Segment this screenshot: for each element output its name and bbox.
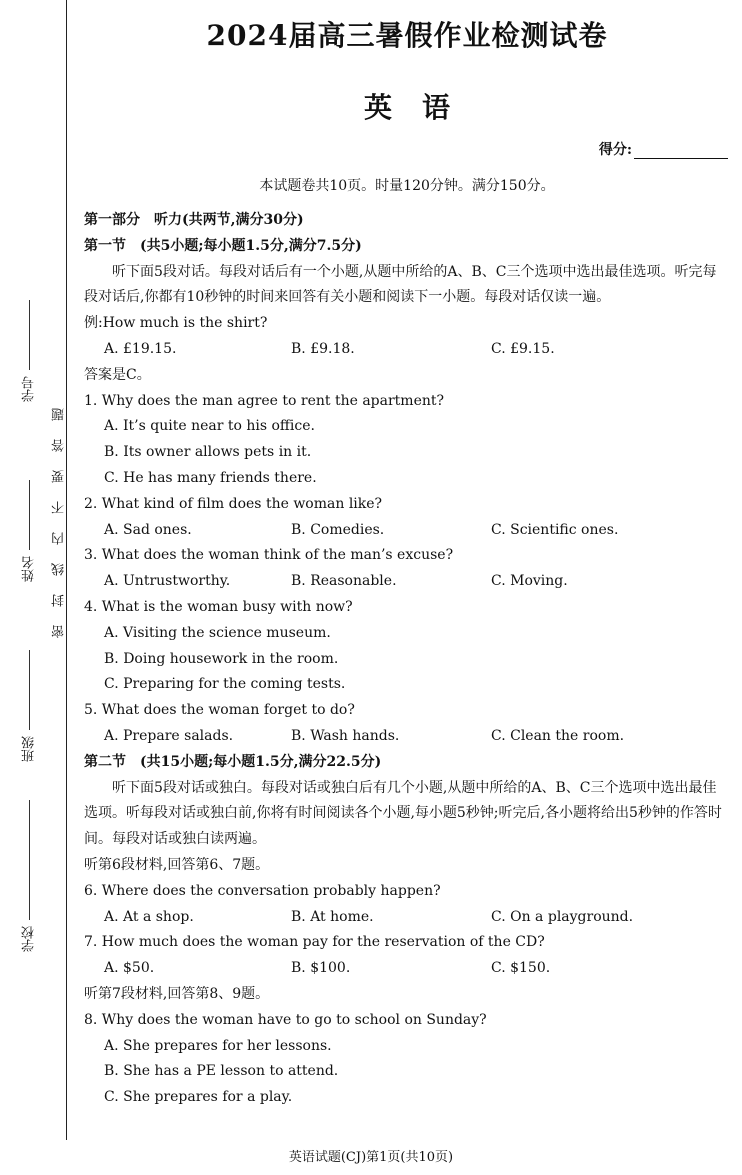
field-name: 姓名: [20, 480, 39, 582]
page-footer: 英语试题(CJ)第1页(共10页): [288, 1150, 454, 1165]
question-5: 5. What does the woman forget to do?: [84, 702, 355, 719]
section2-instructions: 听下面5段对话或独白。每段对话或独白后有几个小题,从题中所给的A、B、C三个选项中选出最佳选项。听每段对话或独白前,你将有时间阅读各个小题,每小题5秒钟;听完后,各小题将给出5秒钟的作答时间。每段对话或独白读两遍。: [84, 779, 722, 848]
field-student-id: 学号: [20, 300, 39, 402]
exam-title: 2024届高三暑假作业检测试卷: [206, 19, 608, 52]
question-2: 2. What kind of film does the woman like?: [84, 495, 383, 512]
binding-margin: [0, 0, 70, 1175]
q1-option-c: C. He has many friends there.: [104, 469, 317, 486]
q4-option-c: C. Preparing for the coming tests.: [104, 676, 346, 693]
q1-option-a: A. It’s quite near to his office.: [104, 418, 315, 435]
section1-heading: 第一节 (共5小题;每小题1.5分,满分7.5分): [84, 237, 362, 254]
question-7: 7. How much does the woman pay for the reservation of the CD?: [84, 934, 545, 951]
seal-note: 密封线内不要答题: [52, 390, 67, 638]
q1-option-b: B. Its owner allows pets in it.: [104, 444, 312, 461]
q3-options: A. Untrustworthy. B. Reasonable. C. Moving.: [104, 573, 568, 590]
exam-info: 本试题卷共10页。时量120分钟。满分150分。: [259, 178, 555, 194]
material-6-intro: 听第6段材料,回答第6、7题。: [84, 856, 270, 873]
field-class: 班级: [20, 650, 39, 762]
subject-title: 英语: [363, 91, 480, 124]
score-field: 得分:: [599, 139, 728, 159]
example-answer: 答案是C。: [84, 366, 151, 383]
question-4: 4. What is the woman busy with now?: [84, 598, 353, 615]
q8-option-a: A. She prepares for her lessons.: [104, 1037, 332, 1054]
question-8: 8. Why does the woman have to go to school on Sunday?: [84, 1011, 487, 1028]
section1-instructions: 听下面5段对话。每段对话后有一个小题,从题中所给的A、B、C三个选项中选出最佳选项。听完每段对话后,你都有10秒钟的时间来回答有关小题和阅读下一小题。每段对话仅读一遍。: [84, 263, 717, 306]
q4-option-b: B. Doing housework in the room.: [104, 650, 339, 667]
question-1: 1. Why does the man agree to rent the apartment?: [84, 392, 445, 409]
q5-options: A. Prepare salads. B. Wash hands. C. Clean the room.: [104, 727, 625, 744]
field-school: 学校: [20, 800, 39, 952]
q6-options: A. At a shop. B. At home. C. On a playground.: [104, 908, 634, 925]
material-7-intro: 听第7段材料,回答第8、9题。: [84, 985, 270, 1002]
part1-heading: 第一部分 听力(共两节,满分30分): [84, 212, 304, 228]
example-question: 例:How much is the shirt?: [84, 315, 268, 332]
q2-options: A. Sad ones. B. Comedies. C. Scientific ones.: [104, 521, 619, 538]
q4-option-a: A. Visiting the science museum.: [104, 624, 331, 641]
q7-options: A. $50. B. $100. C. $150.: [104, 960, 551, 977]
question-6: 6. Where does the conversation probably happen?: [84, 882, 441, 899]
question-body: [84, 208, 730, 1111]
q8-option-c: C. She prepares for a play.: [104, 1089, 293, 1106]
q8-option-b: B. She has a PE lesson to attend.: [104, 1063, 339, 1080]
example-options: A. £19.15. B. £9.18. C. £9.15.: [104, 340, 555, 357]
question-3: 3. What does the woman think of the man’s excuse?: [84, 547, 454, 564]
section2-heading: 第二节 (共15小题;每小题1.5分,满分22.5分): [84, 753, 382, 770]
